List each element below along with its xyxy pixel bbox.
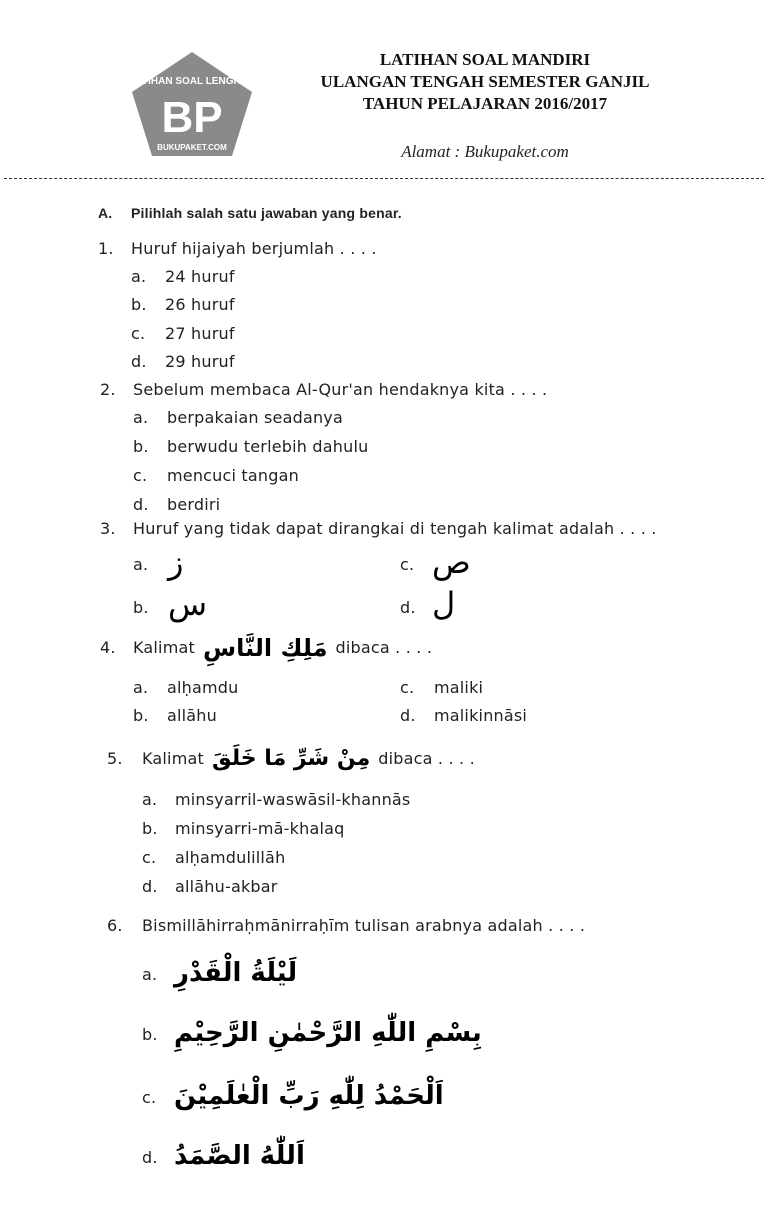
q2-opt-d-letter: d.	[133, 495, 149, 514]
q4-opt-b: allāhu	[167, 706, 217, 725]
q4-opt-c-letter: c.	[400, 678, 415, 697]
q3-opt-c: ص	[432, 543, 471, 581]
q6-opt-d-letter: d.	[142, 1148, 158, 1167]
q1-opt-c-letter: c.	[131, 324, 146, 343]
q3-opt-b-letter: b.	[133, 598, 149, 617]
q2-text: Sebelum membaca Al-Qur'an hendaknya kita . . . .	[133, 380, 548, 399]
q3-opt-c-letter: c.	[400, 555, 415, 574]
q3-number: 3.	[100, 519, 116, 538]
q2-opt-a-letter: a.	[133, 408, 149, 427]
q1-opt-b-letter: b.	[131, 295, 147, 314]
q2-opt-d: berdiri	[167, 495, 221, 514]
q6-opt-b-letter: b.	[142, 1025, 158, 1044]
q4-pre: Kalimat	[133, 638, 195, 657]
q5-opt-d: allāhu-akbar	[175, 877, 278, 896]
header-address: Alamat : Bukupaket.com	[401, 142, 569, 161]
q4-arabic: مَلِكِ النَّاسِ	[202, 634, 328, 662]
q5-opt-a-letter: a.	[142, 790, 158, 809]
q5-number: 5.	[107, 749, 123, 768]
q2-opt-b: berwudu terlebih dahulu	[167, 437, 369, 456]
svg-text:BUKUPAKET.COM: BUKUPAKET.COM	[157, 143, 227, 152]
q2-opt-b-letter: b.	[133, 437, 149, 456]
q3-opt-d-letter: d.	[400, 598, 416, 617]
q2-number: 2.	[100, 380, 116, 399]
q4-opt-c: maliki	[434, 678, 484, 697]
q1-opt-a-letter: a.	[131, 267, 147, 286]
q5-opt-c-letter: c.	[142, 848, 157, 867]
q5-arabic: مِنْ شَرِّ مَا خَلَقَ	[211, 746, 371, 771]
q5-opt-c: alḥamdulillāh	[175, 848, 286, 867]
q1-opt-c: 27 huruf	[165, 324, 235, 343]
section-title: Pilihlah salah satu jawaban yang benar.	[131, 205, 402, 221]
q2-opt-c-letter: c.	[133, 466, 148, 485]
q4-stem	[133, 630, 432, 666]
section-letter: A.	[98, 205, 113, 221]
q6-text: Bismillāhirraḥmānirraḥīm tulisan arabnya adalah . . . .	[142, 916, 586, 935]
q1-opt-d: 29 huruf	[165, 352, 235, 371]
q2-opt-a: berpakaian seadanya	[167, 408, 343, 427]
q6-opt-a-letter: a.	[142, 965, 158, 984]
q4-opt-a-letter: a.	[133, 678, 149, 697]
q6-opt-d: اَللّٰهُ الصَّمَدُ	[174, 1141, 305, 1171]
q6-opt-c-letter: c.	[142, 1088, 157, 1107]
q3-opt-a: ز	[168, 543, 184, 581]
svg-text:BP: BP	[161, 93, 223, 142]
q5-stem	[142, 741, 475, 777]
q6-opt-c: اَلْحَمْدُ لِلّٰهِ رَبِّ الْعٰلَمِيْنَ	[174, 1081, 444, 1111]
q1-opt-b: 26 huruf	[165, 295, 235, 314]
q2-opt-c: mencuci tangan	[167, 466, 299, 485]
q1-opt-d-letter: d.	[131, 352, 147, 371]
q5-opt-b-letter: b.	[142, 819, 158, 838]
q1-opt-a: 24 huruf	[165, 267, 235, 286]
header-line-3: TAHUN PELAJARAN 2016/2017	[362, 94, 608, 113]
q4-opt-b-letter: b.	[133, 706, 149, 725]
q6-opt-a: لَيْلَةُ الْقَدْرِ	[174, 958, 298, 988]
q4-opt-d-letter: d.	[400, 706, 416, 725]
q5-opt-d-letter: d.	[142, 877, 158, 896]
q6-number: 6.	[107, 916, 123, 935]
q3-text: Huruf yang tidak dapat dirangkai di tengah kalimat adalah . . . .	[133, 519, 657, 538]
q5-pre: Kalimat	[142, 749, 204, 768]
q6-opt-b: بِسْمِ اللّٰهِ الرَّحْمٰنِ الرَّحِيْمِ	[174, 1018, 482, 1048]
q4-opt-d: malikinnāsi	[434, 706, 528, 725]
q1-number: 1.	[98, 239, 114, 258]
q3-opt-b: س	[168, 585, 208, 623]
q4-post: dibaca . . . .	[335, 638, 433, 657]
q4-opt-a: alḥamdu	[167, 678, 239, 697]
q3-opt-a-letter: a.	[133, 555, 149, 574]
q5-opt-b: minsyarri-mā-khalaq	[175, 819, 345, 838]
q1-text: Huruf hijaiyah berjumlah . . . .	[131, 239, 377, 258]
q5-opt-a: minsyarril-waswāsil-khannās	[175, 790, 411, 809]
divider	[4, 178, 764, 179]
q5-post: dibaca . . . .	[378, 749, 475, 768]
q4-number: 4.	[100, 638, 116, 657]
svg-text:LATIHAN SOAL LENGKAP: LATIHAN SOAL LENGKAP	[129, 76, 255, 87]
q3-opt-d: ل	[432, 585, 456, 623]
header-line-1: LATIHAN SOAL MANDIRI	[379, 50, 591, 69]
header-line-2: ULANGAN TENGAH SEMESTER GANJIL	[320, 72, 650, 91]
bukupaket-logo	[128, 48, 256, 160]
